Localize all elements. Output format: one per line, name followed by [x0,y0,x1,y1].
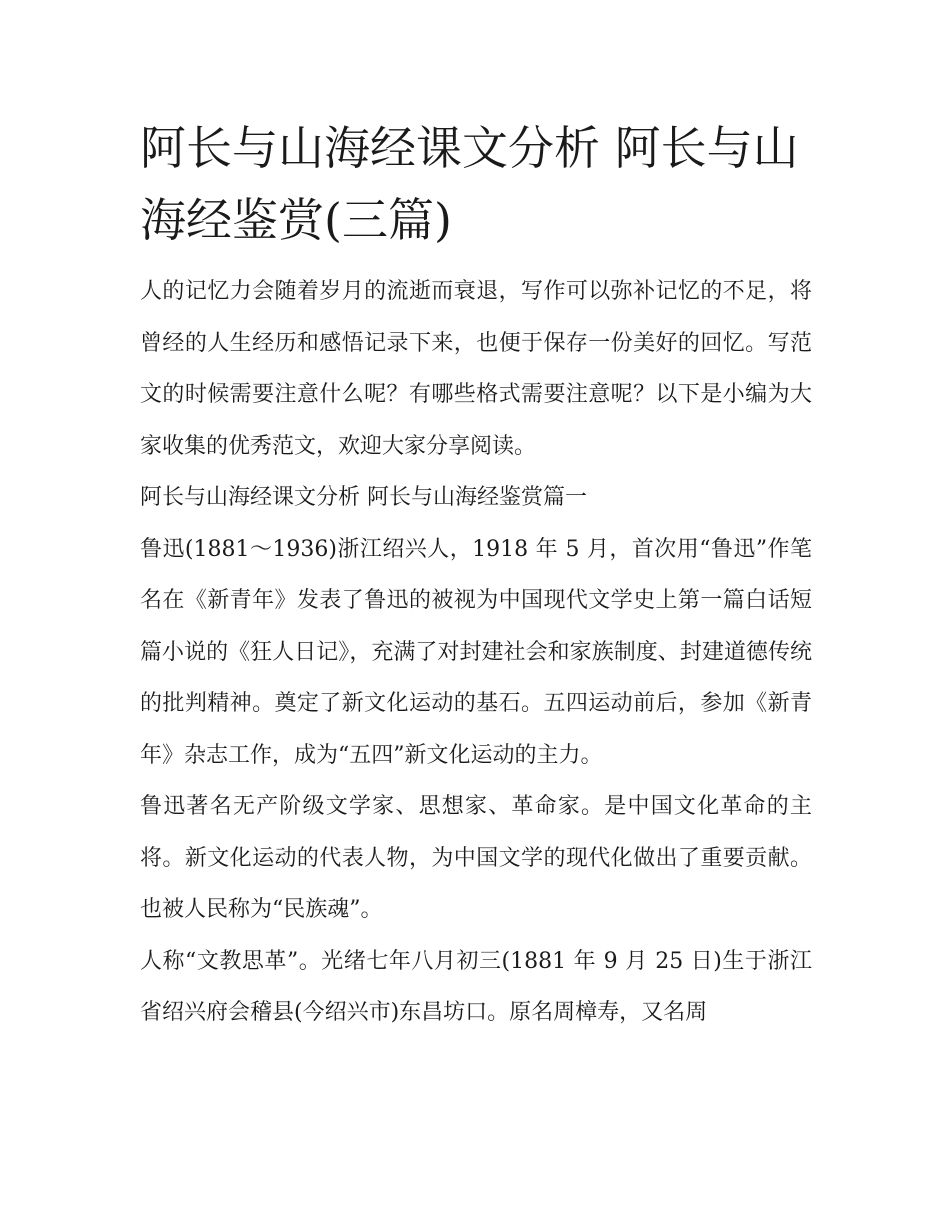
intro-paragraph: 人的记忆力会随着岁月的流逝而衰退，写作可以弥补记忆的不足，将曾经的人生经历和感悟记录下来，也便于保存一份美好的回忆。写范文的时候需要注意什么呢？有哪些格式需要注意呢？以下是小编为大家收集的优秀范文，欢迎大家分享阅读。 [140,279,812,459]
body-paragraph-3: 人称“文教思革”。光绪七年八月初三(1881 年 9 月 25 日)生于浙江省绍兴府会稽县(今绍兴市)东昌坊口。原名周樟寿，又名周 [140,948,812,1025]
document-title: 阿长与山海经课文分析 阿长与山海经鉴赏(三篇) [140,121,799,247]
section-heading: 阿长与山海经课文分析 阿长与山海经鉴赏篇一 [140,485,587,510]
document-page [140,112,812,1039]
body-paragraph-1: 鲁迅(1881～1936)浙江绍兴人，1918 年 5 月，首次用“鲁迅”作笔名在《新青年》发表了鲁迅的被视为中国现代文学史上第一篇白话短篇小说的《狂人日记》，充满了对封建社会和家族制度、封建道德传统的批判精神。奠定了新文化运动的基石。五四运动前后，参加《新青年》杂志工作，成为“五四”新文化运动的主力。 [140,536,812,768]
body-paragraph-2: 鲁迅著名无产阶级文学家、思想家、革命家。是中国文化革命的主将。新文化运动的代表人物，为中国文学的现代化做出了重要贡献。也被人民称为“民族魂”。 [140,794,812,922]
